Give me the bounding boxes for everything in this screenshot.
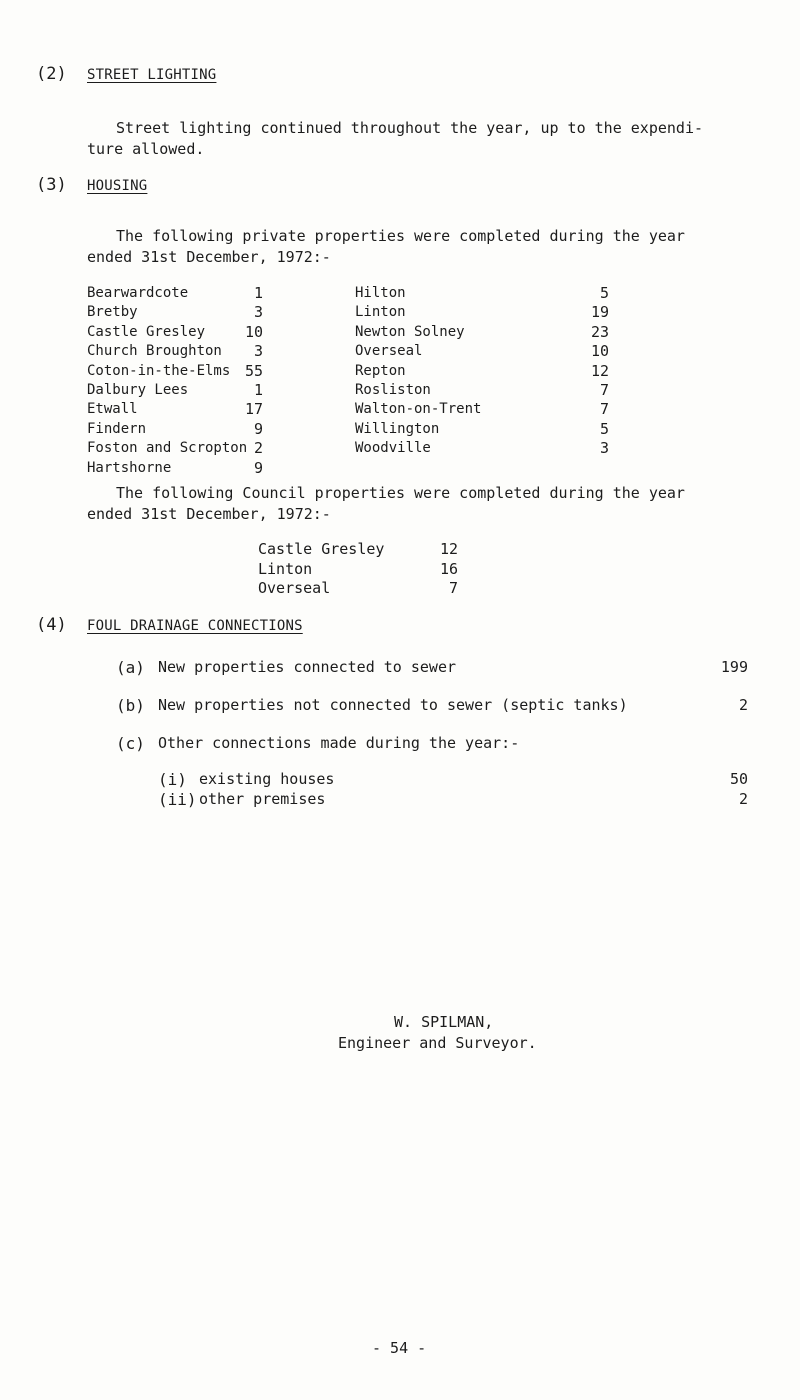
private-place-right: Newton Solney	[355, 323, 465, 340]
section-4-marker: (4)	[36, 615, 67, 635]
section-2-text-line2: ture allowed.	[87, 140, 205, 158]
section-3-heading: HOUSING	[87, 178, 148, 194]
private-count-left: 3	[253, 303, 263, 322]
private-place-left: Church Broughton	[87, 343, 222, 360]
drainage-subitem-value: 2	[738, 789, 748, 808]
drainage-item-label: (a)	[116, 658, 145, 677]
drainage-item-text: New properties connected to sewer	[158, 658, 457, 676]
private-count-right: 12	[590, 361, 609, 380]
drainage-subitem-text: existing houses	[199, 770, 335, 788]
private-count-left: 9	[253, 419, 263, 438]
section-2-heading: STREET LIGHTING	[87, 67, 217, 83]
private-intro-line1: The following private properties were completed during the year	[116, 227, 685, 245]
private-count-left: 55	[244, 361, 263, 380]
private-count-left: 2	[253, 439, 263, 458]
council-place: Castle Gresley	[258, 540, 385, 558]
private-place-left: Bretby	[87, 304, 138, 321]
private-count-right: 23	[590, 322, 609, 341]
private-place-left: Etwall	[87, 401, 138, 418]
page-number: - 54 -	[372, 1339, 427, 1357]
private-count-left: 9	[253, 458, 263, 477]
council-count: 7	[448, 579, 458, 597]
private-count-left: 3	[253, 342, 263, 361]
drainage-subitem-label: (i)	[158, 770, 187, 789]
private-place-left: Castle Gresley	[87, 323, 206, 340]
drainage-item-label: (c)	[116, 734, 145, 753]
private-intro-line2: ended 31st December, 1972:-	[87, 248, 331, 266]
private-place-left: Coton-in-the-Elms	[87, 362, 231, 379]
drainage-item-value: 2	[738, 696, 748, 714]
private-count-right: 7	[599, 381, 609, 399]
drainage-item-label: (b)	[116, 696, 145, 715]
drainage-item-value: 199	[720, 658, 748, 676]
private-place-left: Foston and Scropton	[87, 440, 248, 457]
section-2-text-line1: Street lighting continued throughout the year, up to the expendi-	[116, 119, 703, 137]
private-place-right: Rosliston	[355, 382, 431, 398]
section-2-marker: (2)	[36, 64, 67, 84]
council-count: 16	[439, 559, 458, 578]
private-place-right: Willington	[355, 420, 440, 437]
private-place-right: Repton	[355, 362, 406, 379]
private-place-right: Overseal	[355, 343, 423, 360]
private-count-left: 17	[244, 400, 263, 419]
private-place-left: Dalbury Lees	[87, 382, 189, 398]
private-count-right: 7	[599, 400, 609, 419]
section-4-heading: FOUL DRAINAGE CONNECTIONS	[87, 618, 303, 634]
drainage-subitem-label: (ii)	[158, 789, 197, 809]
council-place: Overseal	[258, 579, 331, 597]
drainage-item-text: New properties not connected to sewer (septic tanks)	[158, 696, 628, 714]
private-place-right: Woodville	[355, 440, 431, 457]
private-count-left: 1	[253, 381, 263, 399]
private-place-right: Linton	[355, 304, 406, 321]
council-count: 12	[439, 540, 458, 558]
signature-name: W. SPILMAN,	[394, 1013, 494, 1031]
council-place: Linton	[258, 559, 313, 578]
private-place-right: Hilton	[355, 285, 406, 301]
private-count-left: 1	[253, 284, 263, 302]
private-place-left: Hartshorne	[87, 459, 172, 476]
private-count-right: 3	[599, 439, 609, 458]
drainage-subitem-value: 50	[729, 770, 748, 788]
private-place-left: Bearwardcote	[87, 285, 189, 301]
drainage-item-text: Other connections made during the year:-	[158, 734, 520, 752]
private-count-right: 19	[590, 303, 609, 322]
private-count-right: 5	[599, 284, 609, 302]
private-place-left: Findern	[87, 420, 147, 437]
private-count-right: 5	[599, 419, 609, 438]
section-3-marker: (3)	[36, 175, 67, 195]
council-intro-line1: The following Council properties were completed during the year	[116, 484, 685, 502]
private-count-right: 10	[590, 342, 609, 361]
drainage-subitem-text: other premises	[199, 789, 326, 808]
council-intro-line2: ended 31st December, 1972:-	[87, 505, 331, 523]
signature-title: Engineer and Surveyor.	[338, 1034, 537, 1052]
private-place-right: Walton-on-Trent	[355, 401, 482, 418]
private-count-left: 10	[244, 322, 263, 341]
